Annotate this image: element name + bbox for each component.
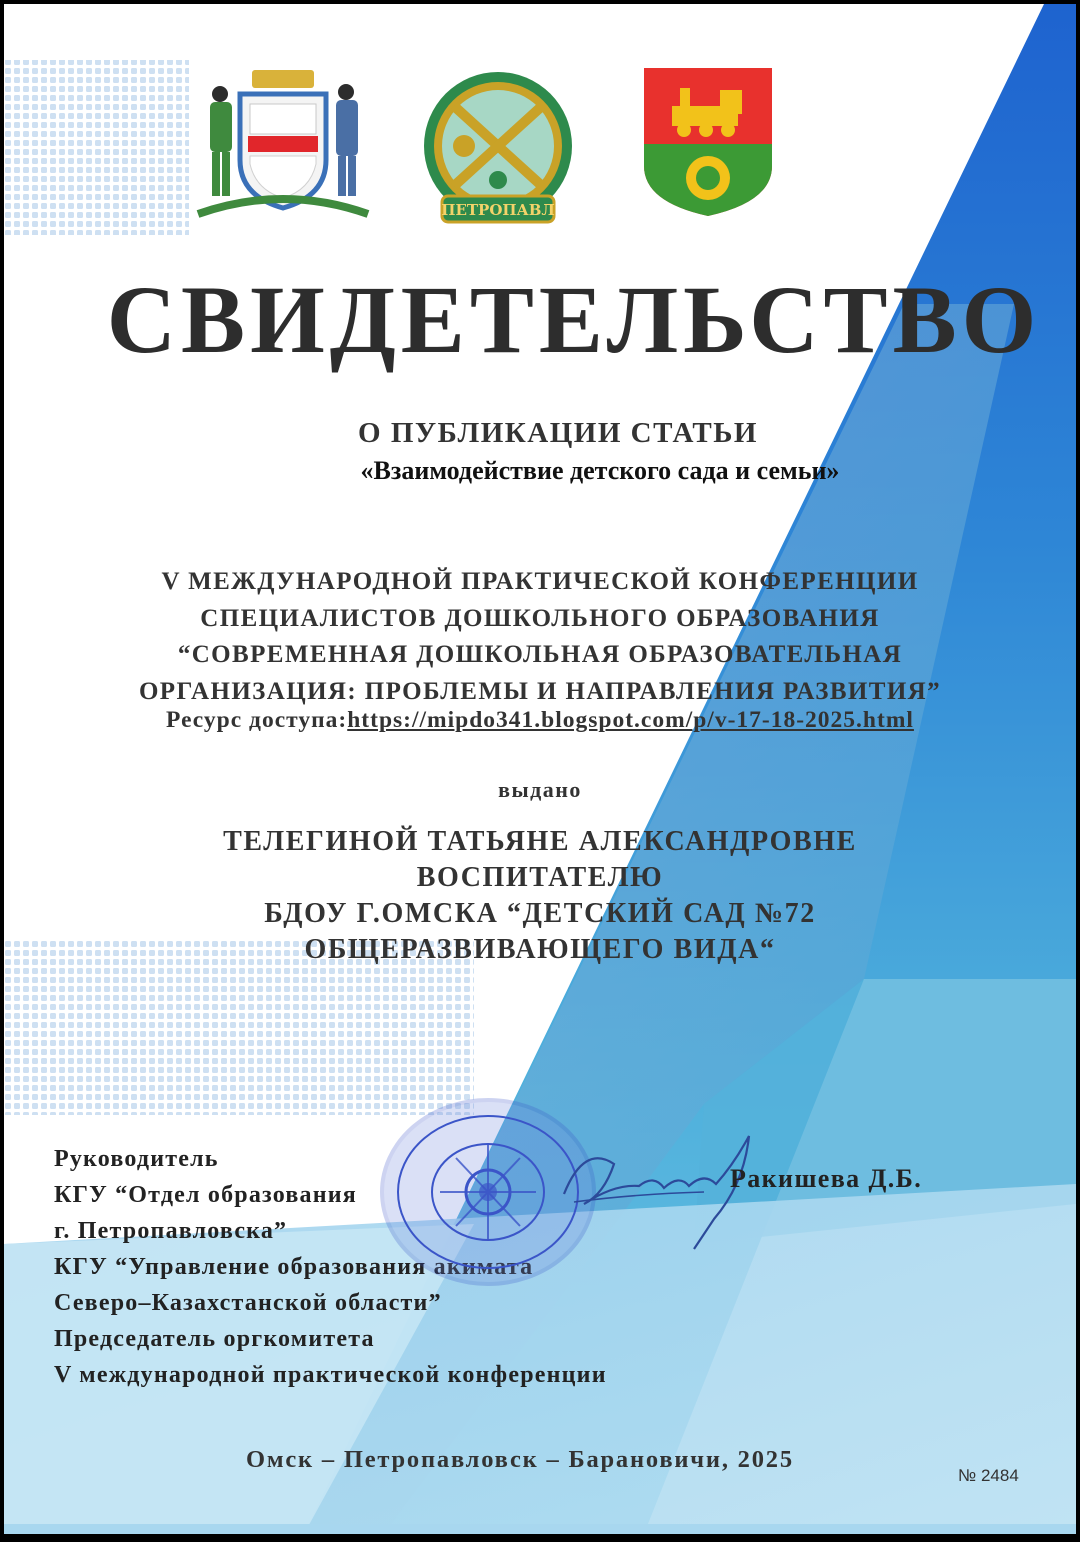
signatory-line: КГУ “Отдел образования — [54, 1182, 357, 1208]
signatory-line: Северо–Казахстанской области” — [54, 1290, 442, 1316]
issued-label: выдано — [498, 777, 582, 802]
conference-line: V МЕЖДУНАРОДНОЙ ПРАКТИЧЕСКОЙ КОНФЕРЕНЦИИ — [161, 568, 919, 595]
signatory-line: Председатель оргкомитета — [54, 1326, 375, 1352]
certificate-number: № 2484 — [958, 1466, 1019, 1485]
certificate-sheet — [4, 4, 1076, 1534]
resource-link[interactable]: https://mipdo341.blogspot.com/p/v-17-18-2025.html — [347, 707, 914, 733]
conference-line: “СОВРЕМЕННАЯ ДОШКОЛЬНАЯ ОБРАЗОВАТЕЛЬНАЯ — [177, 641, 903, 668]
signatory-line: Руководитель — [54, 1146, 219, 1172]
signatory-line: V международной практической конференции — [54, 1362, 607, 1388]
conference-block — [4, 564, 1076, 710]
recipient-organization: БДОУ Г.ОМСКА “ДЕТСКИЙ САД №72 — [264, 898, 816, 929]
resource-line — [4, 707, 1076, 734]
certificate-title: СВИДЕТЕЛЬСТВО — [106, 266, 1042, 373]
recipient-organization: ОБЩЕРАЗВИВАЮЩЕГО ВИДА“ — [304, 934, 776, 965]
recipient-name: ТЕЛЕГИНОЙ ТАТЬЯНЕ АЛЕКСАНДРОВНЕ — [223, 826, 857, 857]
publication-subtitle: О ПУБЛИКАЦИИ СТАТЬИ — [358, 417, 758, 449]
conference-line: СПЕЦИАЛИСТОВ ДОШКОЛЬНОГО ОБРАЗОВАНИЯ — [200, 604, 880, 632]
signatory-line: КГУ “Управление образования акимата — [54, 1254, 534, 1280]
recipient-block — [4, 824, 1076, 968]
signatory-line: г. Петропавловска” — [54, 1218, 288, 1244]
conference-line: ОРГАНИЗАЦИЯ: ПРОБЛЕМЫ И НАПРАВЛЕНИЯ РАЗВИТИЯ” — [138, 677, 942, 705]
recipient-position: ВОСПИТАТЕЛЮ — [416, 862, 664, 893]
petropavl-emblem-text: ПЕТРОПАВЛ — [441, 201, 555, 219]
baranovichi-coat-of-arms — [642, 66, 774, 218]
signatory-name: Ракишева Д.Б. — [730, 1164, 923, 1193]
omsk-coat-of-arms — [190, 64, 376, 222]
petropavl-emblem — [418, 70, 580, 230]
resource-label: Ресурс доступа: — [166, 707, 348, 733]
footer-cities-year: Омск – Петропавловск – Барановичи, 2025 — [246, 1446, 794, 1473]
article-title: «Взаимодействие детского сада и семьи» — [360, 456, 840, 485]
